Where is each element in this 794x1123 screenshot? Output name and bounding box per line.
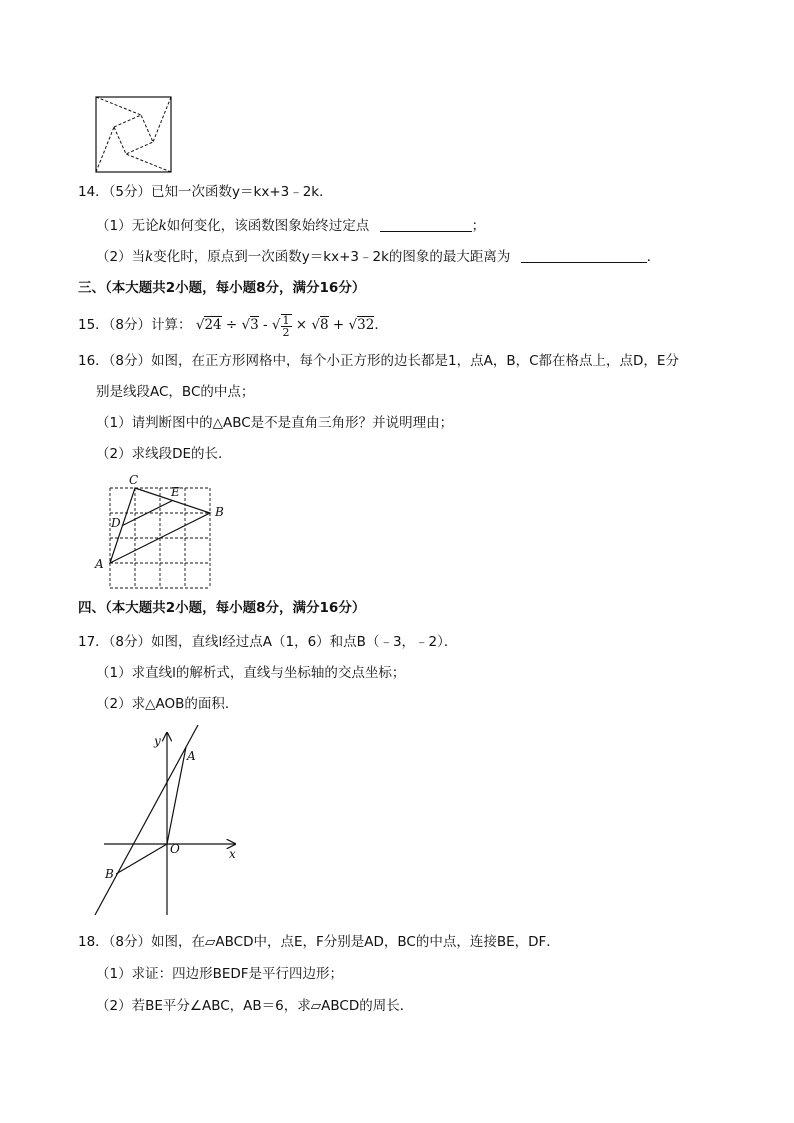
folded-square-figure — [94, 95, 174, 175]
q17-label-A: A — [187, 749, 196, 763]
q16-grid-figure — [92, 470, 232, 592]
q17-label-O: O — [170, 842, 180, 856]
q16-label-E: E — [171, 485, 180, 499]
q16-part2: （2）求线段DE的长． — [96, 446, 232, 462]
q17-part2: （2）求△AOB的面积． — [96, 696, 239, 712]
q14-stem: 14．（5分）已知一次函数y＝kx+3﹣2k． — [78, 184, 333, 200]
q17-part1: （1）求直线l的解析式，直线与坐标轴的交点坐标； — [96, 665, 406, 681]
section-3-heading: 三、（本大题共2小题，每小题8分，满分16分） — [78, 280, 366, 296]
q16-label-D: D — [111, 516, 121, 530]
q16-stem-line2: 别是线段AC，BC的中点； — [96, 384, 255, 400]
q17-label-x: x — [229, 847, 236, 861]
q17-label-B: B — [105, 867, 114, 881]
q17-coordinate-figure — [90, 725, 250, 920]
sqrt-3: √3 — [241, 317, 259, 333]
q18-stem: 18．（8分）如图，在▱ABCD中，点E，F分别是AD，BC的中点，连接BE，DF． — [78, 934, 560, 950]
q15-expression: 15．（8分）计算： √24 ÷ √3 - √ $\frac{1}{2}$ × √8 + √32． — [78, 313, 388, 339]
q18-part1: （1）求证：四边形BEDF是平行四边形； — [96, 966, 344, 982]
q17-label-y: y — [154, 734, 161, 748]
sqrt-8: √8 — [311, 317, 329, 333]
sqrt-24: √24 — [195, 317, 222, 333]
q18-part2: （2）若BE平分∠ABC，AB＝6，求▱ABCD的周长． — [96, 998, 414, 1014]
q16-label-C: C — [129, 473, 139, 487]
q16-part1: （1）请判断图中的△ABC是不是直角三角形？并说明理由； — [96, 415, 454, 431]
q14-answer-blank-2[interactable] — [521, 248, 647, 263]
q14-part1: （1）无论k如何变化，该函数图象始终过定点 ； — [96, 218, 486, 234]
q16-label-B: B — [215, 505, 224, 519]
q16-stem-line1: 16．（8分）如图，在正方形网格中，每个小正方形的边长都是1，点A，B，C都在格点上，点D，E分 — [78, 353, 679, 369]
sqrt-half: √ $\frac{1}{2}$ — [271, 313, 290, 339]
q17-stem: 17．（8分）如图，直线l经过点A（1，6）和点B（﹣3，﹣2）． — [78, 634, 458, 650]
q16-label-A: A — [95, 557, 104, 571]
q14-part2: （2）当k变化时，原点到一次函数y＝kx+3﹣2k的图象的最大距离为 ． — [96, 249, 661, 265]
q14-answer-blank-1[interactable] — [380, 217, 472, 232]
section-4-heading: 四、（本大题共2小题，每小题8分，满分16分） — [78, 600, 366, 616]
sqrt-32: √32 — [348, 317, 375, 333]
